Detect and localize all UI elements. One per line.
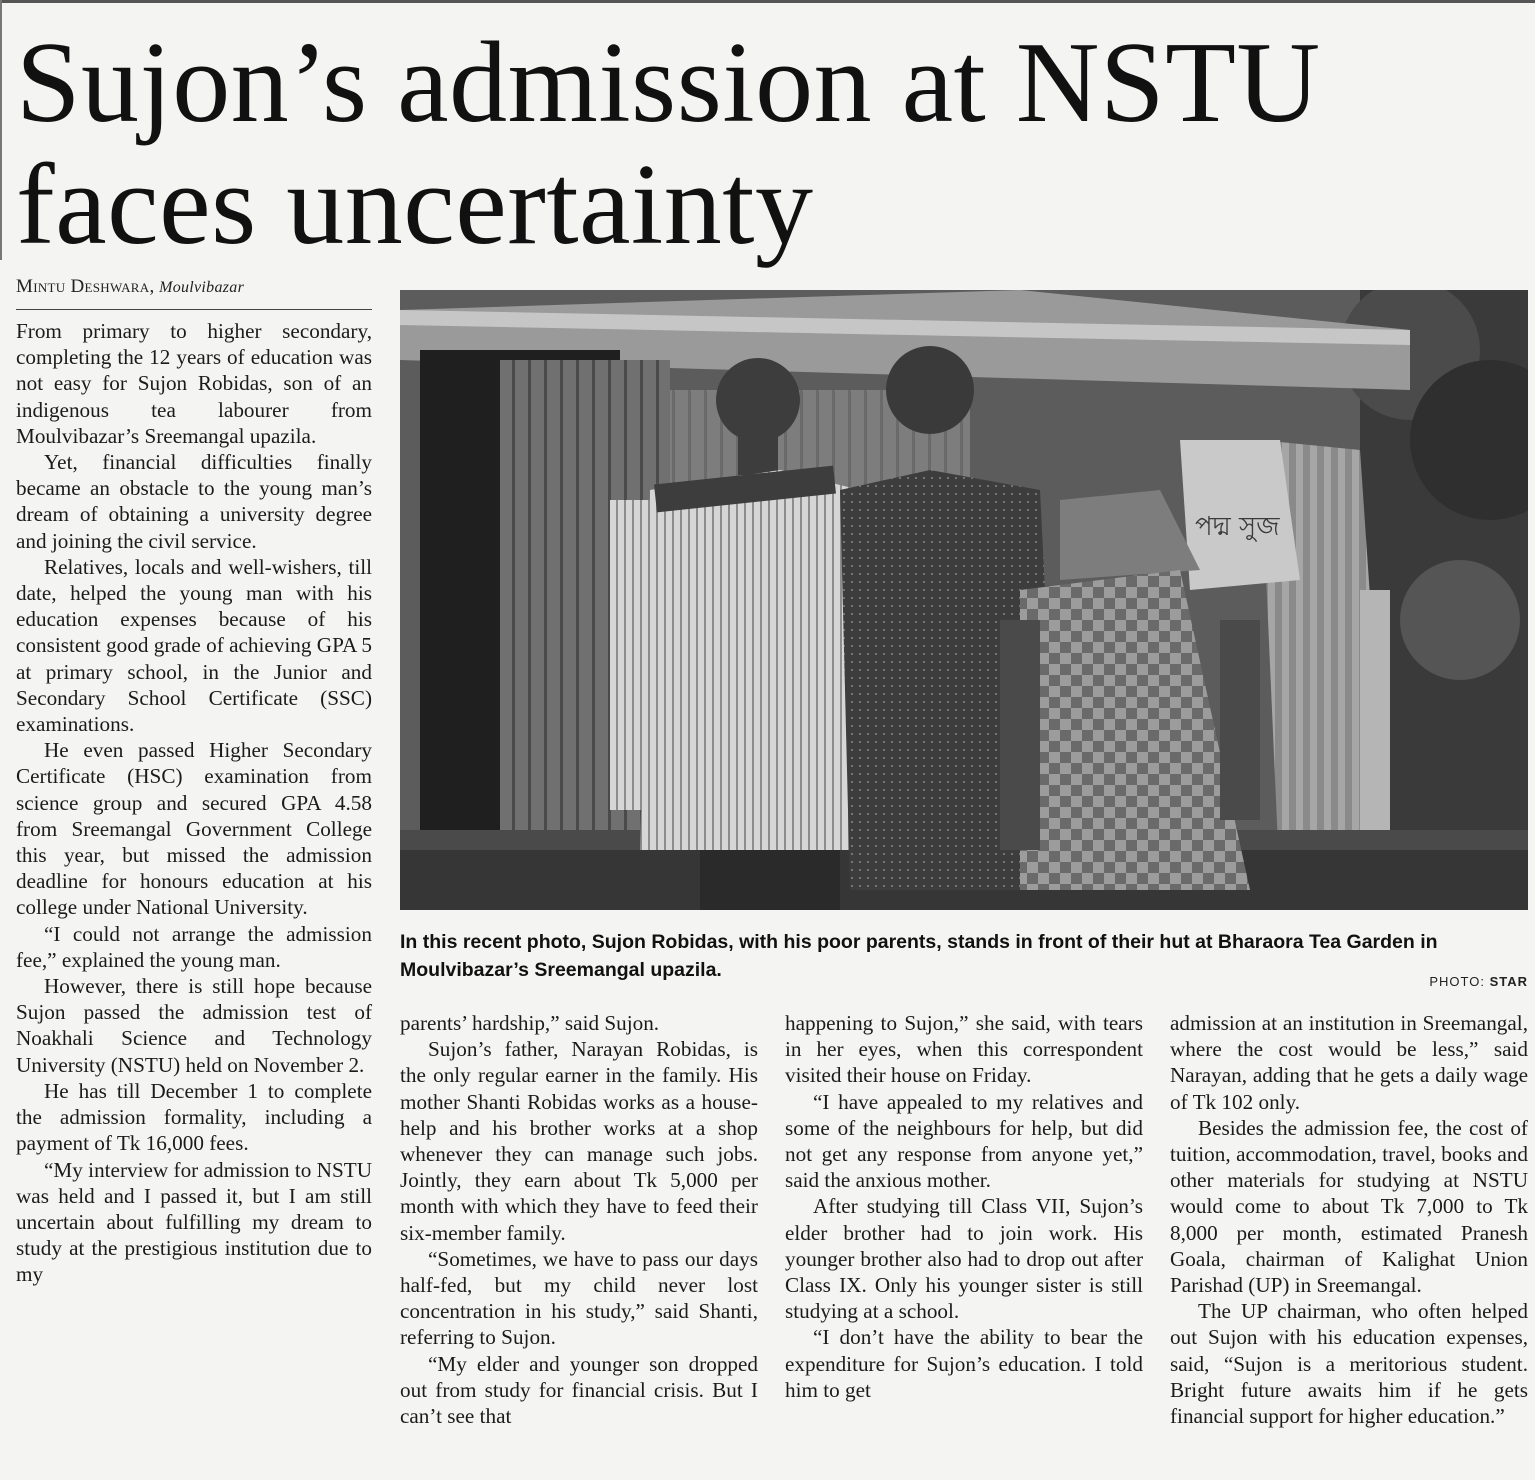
headline: Sujon’s admission at NSTU faces uncertainty — [16, 19, 1321, 269]
byline — [16, 276, 244, 298]
paragraph: “I could not arrange the admission fee,” explained the young man. — [16, 921, 372, 972]
byline-author: Mintu Deshwara, — [16, 276, 155, 297]
paragraph: Sujon’s father, Narayan Robidas, is the only regular earner in the family. His mother Shanti Robidas works as a house-help and his brother works at a shop whenever they can manage such jobs. Jointly, they earn about Tk 5,000 per month with which they have to feed their six-member family. — [400, 1037, 758, 1245]
article-column-4 — [1170, 1010, 1528, 1429]
paragraph: “Sometimes, we have to pass our days half-fed, but my child never lost concentration in his study,” said Shanti, referring to Sujon. — [400, 1246, 758, 1350]
paragraph: Besides the admission fee, the cost of tuition, accommodation, travel, books and other materials for studying at NSTU would come to about Tk 7,000 to Tk 8,000 per month, estimated Pranesh Goala, chairman of Kalighat Union Parishad (UP) in Sreemangal. — [1170, 1115, 1528, 1298]
paragraph: “I don’t have the ability to bear the expenditure for Sujon’s education. I told him to get — [785, 1325, 1143, 1402]
paragraph: He has till December 1 to complete the admission formality, including a payment of Tk 16,000 fees. — [16, 1078, 372, 1156]
photo-credit-prefix: PHOTO: — [1429, 974, 1490, 989]
photo-credit — [1429, 974, 1528, 989]
article-column-1 — [16, 318, 372, 1288]
byline-divider — [16, 309, 372, 310]
paragraph: He even passed Higher Secondary Certificate (HSC) examination from science group and secured GPA 4.58 from Sreemangal Government College this year, but missed the admission deadline for honours education at his college under National University. — [16, 738, 372, 920]
paragraph: The UP chairman, who often helped out Sujon with his education expenses, said, “Sujon is a meritorious student. Bright future awaits him if he gets financial support for higher education.” — [1170, 1299, 1528, 1429]
paragraph: Yet, financial difficulties finally became an obstacle to the young man’s dream of obtaining a university degree and joining the civil service. — [16, 450, 372, 553]
article-column-3 — [785, 1010, 1143, 1403]
top-border-rule — [0, 0, 1535, 3]
photo-credit-source: STAR — [1489, 974, 1528, 989]
left-border-rule — [0, 0, 2, 260]
paragraph: admission at an institution in Sreemangal, where the cost would be less,” said Narayan, adding that he gets a daily wage of Tk 102 only. — [1170, 1011, 1528, 1114]
paragraph: happening to Sujon,” she said, with tears in her eyes, when this correspondent visited their house on Friday. — [785, 1011, 1143, 1088]
paragraph: Relatives, locals and well-wishers, till date, helped the young man with his education expenses because of his consistent good grade of achieving GPA 5 at primary school, in the Junior and Secondary School Certificate (SSC) examinations. — [16, 554, 372, 737]
byline-place: Moulvibazar — [159, 279, 245, 296]
paragraph: After studying till Class VII, Sujon’s elder brother had to join work. His younger brother also had to drop out after Class IX. Only his younger sister is still studying at a school. — [785, 1194, 1143, 1324]
bag-lettering: পদ্ম সুজ — [1195, 512, 1280, 542]
paragraph: “My elder and younger son dropped out from study for financial crisis. But I can’t see that — [400, 1351, 758, 1429]
photo-caption: In this recent photo, Sujon Robidas, with his poor parents, stands in front of their hut at Bharaora Tea Garden in Moulvibazar’s Sreemangal upazila. — [400, 931, 1438, 981]
paragraph: parents’ hardship,” said Sujon. — [400, 1011, 660, 1035]
news-photo — [400, 290, 1528, 910]
paragraph: “My interview for admission to NSTU was held and I passed it, but I am still uncertain about fulfilling my dream to study at the prestigious institution due to my — [16, 1157, 372, 1287]
article-column-2 — [400, 1010, 758, 1429]
paragraph: However, there is still hope because Sujon passed the admission test of Noakhali Science and Technology University (NSTU) held on November 2. — [16, 974, 372, 1077]
paragraph: “I have appealed to my relatives and some of the neighbours for help, but did not get any response from anyone yet,” said the anxious mother. — [785, 1089, 1143, 1193]
paragraph: From primary to higher secondary, completing the 12 years of education was not easy for Sujon Robidas, son of an indigenous tea labourer from Moulvibazar’s Sreemangal upazila. — [16, 319, 372, 448]
